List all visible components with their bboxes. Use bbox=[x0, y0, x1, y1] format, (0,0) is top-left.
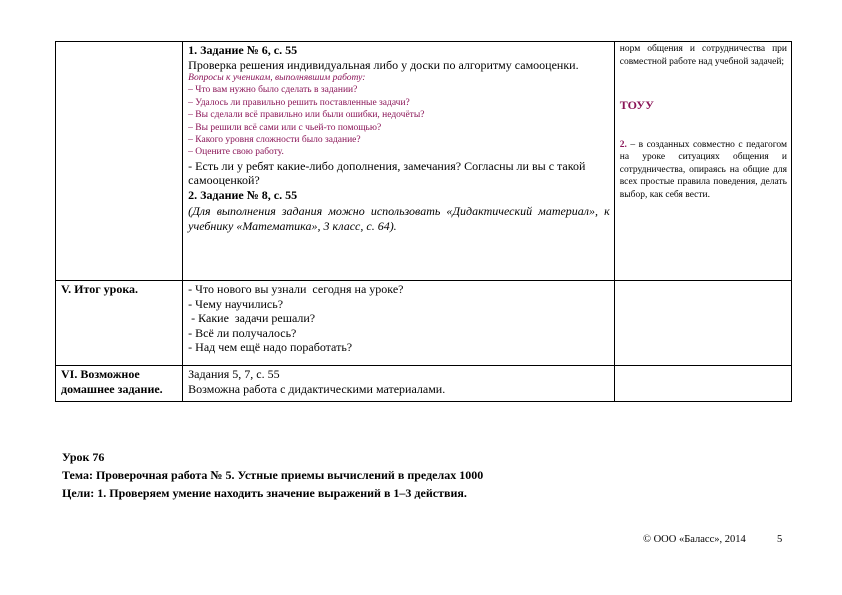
lesson-topic: Тема: Проверочная работа № 5. Устные приемы вычислений в пределах 1000 bbox=[62, 468, 484, 482]
summary-question: - Что нового вы узнали сегодня на уроке? bbox=[188, 282, 404, 296]
table-row bbox=[56, 366, 792, 402]
stage-cell: VI. Возможное домашнее задание. bbox=[56, 366, 183, 402]
extra-question: - Есть ли у ребят какие-либо дополнения, замечания? Согласны ли вы с такой самооценкой? bbox=[188, 158, 586, 188]
content-cell bbox=[183, 366, 615, 402]
competency-heading: ТОУУ bbox=[619, 98, 654, 113]
competency-cell bbox=[614, 42, 791, 281]
content-cell bbox=[183, 281, 615, 366]
table-row bbox=[56, 281, 792, 366]
copyright: © ООО «Баласс», 2014 bbox=[643, 534, 746, 545]
competency-text-2: 2. – в созданных совместно с педагогом на уроке ситуациях общения и сотрудничества, опираясь на общие для всех простые правила поведения, делать выбор, как себя вести. bbox=[619, 139, 787, 201]
task-heading: 2. Задание № 8, с. 55 bbox=[188, 187, 298, 202]
summary-question: - Над чем ещё надо поработать? bbox=[188, 340, 353, 354]
lesson-goals: Цели: 1. Проверяем умение находить значение выражений в 1–3 действия. bbox=[62, 486, 467, 500]
homework-line: Задания 5, 7, с. 55 bbox=[188, 367, 280, 381]
competency-cell bbox=[614, 366, 791, 402]
question-item: – Вы решили всё сами или с чьей-то помощью? bbox=[188, 122, 382, 133]
competency-text: норм общения и сотрудничества при совместной работе над учебной задачей; bbox=[619, 44, 787, 67]
summary-question: - Какие задачи решали? bbox=[188, 311, 316, 325]
competency-number: 2. bbox=[619, 139, 627, 150]
check-text: Проверка решения индивидуальная либо у доски по алгоритму самооценки. bbox=[188, 57, 579, 72]
page-number: 5 bbox=[777, 534, 783, 545]
task-note: (Для выполнения задания можно использовать «Дидактический материал», к учебнику «Математика», 3 класс, с. 64). bbox=[188, 204, 610, 233]
competency-cell bbox=[614, 281, 791, 366]
table-row bbox=[56, 42, 792, 281]
question-item: – Оцените свою работу. bbox=[188, 147, 284, 158]
question-item: – Вы сделали всё правильно или были ошибки, недочёты? bbox=[188, 110, 425, 121]
content-cell bbox=[183, 42, 615, 281]
summary-question: - Чему научились? bbox=[188, 296, 284, 311]
lesson-table bbox=[55, 41, 792, 402]
stage-cell: V. Итог урока. bbox=[56, 281, 183, 366]
question-item: – Какого уровня сложности было задание? bbox=[188, 135, 361, 146]
homework-line: Возможна работа с дидактическими материалами. bbox=[188, 381, 446, 396]
stage-cell bbox=[56, 42, 183, 281]
question-item: – Что вам нужно было сделать в задании? bbox=[188, 85, 358, 96]
task-heading: 1. Задание № 6, с. 55 bbox=[188, 43, 298, 57]
lesson-title: Урок 76 bbox=[62, 450, 105, 464]
summary-question: - Всё ли получалось? bbox=[188, 325, 297, 340]
question-item: – Удалось ли правильно решить поставленные задачи? bbox=[188, 97, 410, 108]
questions-heading: Вопросы к ученикам, выполнявшим работу: bbox=[188, 73, 366, 83]
